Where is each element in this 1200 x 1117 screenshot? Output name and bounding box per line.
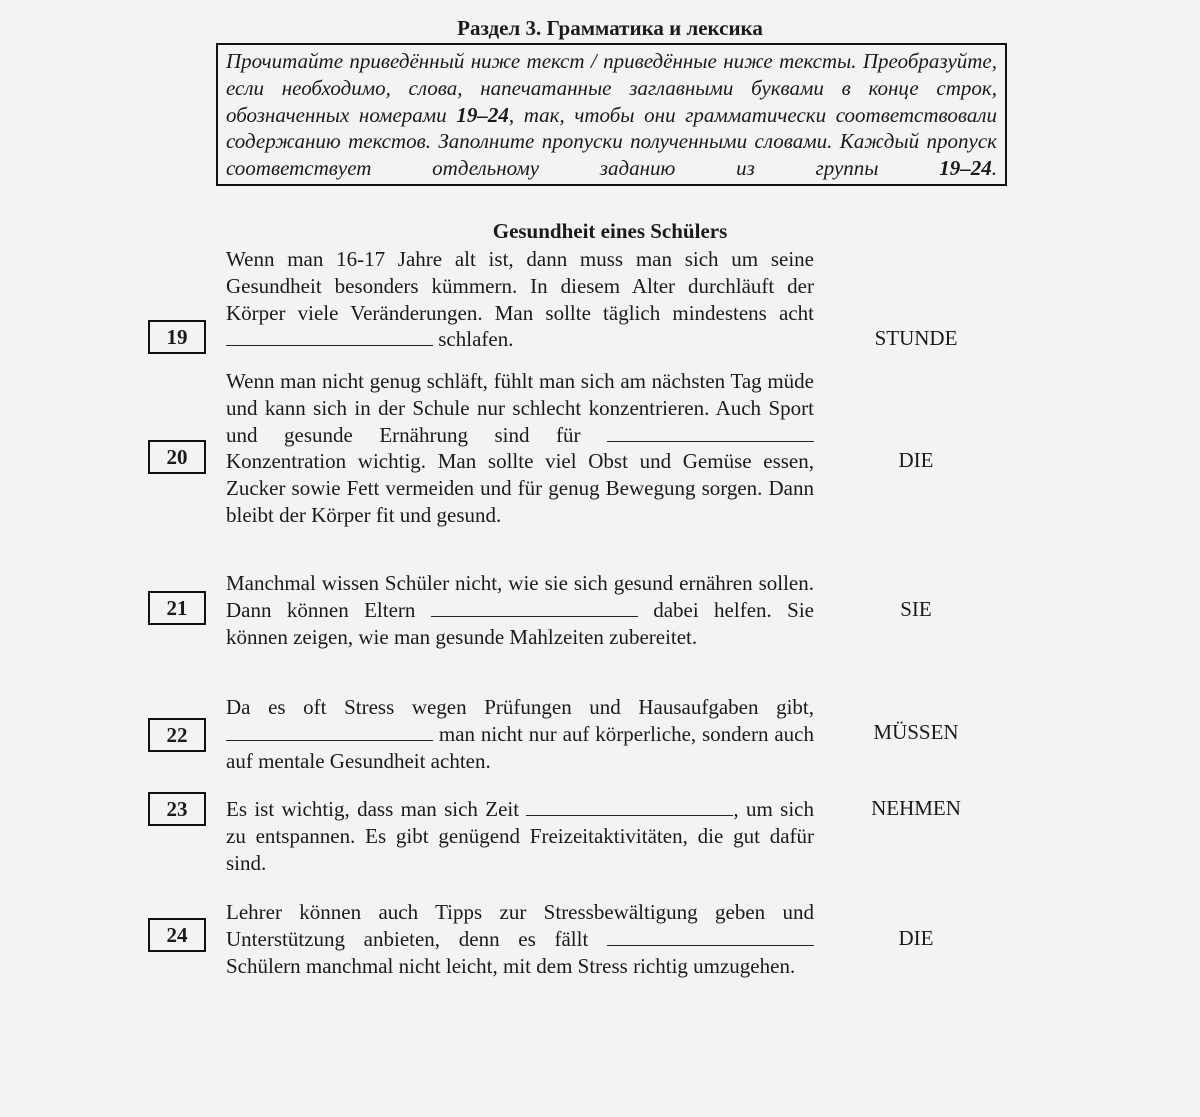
task-number: 23 xyxy=(148,792,206,826)
task-range: 19–24 xyxy=(456,102,509,127)
section-title: Раздел 3. Грамматика и лексика xyxy=(457,16,763,40)
task-number: 20 xyxy=(148,440,206,474)
paragraph-text: dabei helfen. Sie können zeigen, wie man gesunde Mahlzeiten zubereitet. xyxy=(226,597,814,649)
task-number: 22 xyxy=(148,718,206,752)
task-paragraph xyxy=(226,694,814,774)
task-number: 24 xyxy=(148,918,206,952)
paragraph-text: Da es oft Stress wegen Prüfungen und Hausaufgaben gibt, xyxy=(226,695,814,719)
paragraph-text: Lehrer können auch Tipps zur Stressbewältigung geben und Unterstützung anbieten, denn es fällt xyxy=(226,900,814,951)
paragraph-text: Wenn man nicht genug schläft, fühlt man sich am nächsten Tag müde und kann sich in der Schule nur schlecht konzentrieren. Auch Sport und gesunde Ernährung sind für xyxy=(226,369,814,447)
paragraph-text: Manchmal wissen Schüler nicht, wie sie sich gesund ernähren sollen. Dann können Eltern xyxy=(226,571,814,622)
task-paragraph xyxy=(226,368,814,529)
instructions-box xyxy=(216,43,1007,186)
answer-blank[interactable] xyxy=(607,423,814,442)
instructions-text: , так, чтобы они грамматически соответствовали содержанию текстов. Заполните пропуски полученными словами. Каждый пропуск соответствует отдельному заданию из группы xyxy=(226,102,997,181)
paragraph-text: Konzentration wichtig. Man sollte viel Obst und Gemüse essen, Zucker sowie Fett vermeiden und für genug Bewegung sorgen. Dann bleibt der Körper fit und gesund. xyxy=(226,449,814,527)
answer-blank[interactable] xyxy=(431,598,638,617)
paragraph-text: schlafen. xyxy=(433,327,514,352)
task-number: 19 xyxy=(148,320,206,354)
task-paragraph xyxy=(226,796,814,876)
paragraph-text: Schülern manchmal nicht leicht, mit dem Stress richtig umzugehen. xyxy=(226,953,796,978)
task-keyword: STUNDE xyxy=(874,326,958,350)
task-keyword: DIE xyxy=(898,448,934,472)
task-paragraph xyxy=(226,246,814,353)
answer-blank[interactable] xyxy=(226,327,433,346)
task-range: 19–24 xyxy=(939,156,992,181)
task-paragraph xyxy=(226,899,814,979)
instructions-text: . xyxy=(991,156,997,181)
task-number: 21 xyxy=(148,591,206,625)
paragraph-text: man nicht nur auf körperliche, sondern auch auf mentale Gesundheit achten. xyxy=(226,721,814,773)
answer-blank[interactable] xyxy=(607,927,814,946)
task-keyword: MÜSSEN xyxy=(873,720,959,744)
instructions-text: Прочитайте приведённый ниже текст / приведённые ниже тексты. Преобразуйте, если необходимо, слова, напечатанные заглавными буквами в конце строк, обозначенных номерами xyxy=(226,49,997,127)
answer-blank[interactable] xyxy=(226,722,433,741)
paragraph-text: Wenn man 16-17 Jahre alt ist, dann muss man sich um seine Gesundheit besonders kümmern. In diesem Alter durchläuft der Körper viele Veränderungen. Man sollte täglich mindestens acht xyxy=(226,247,814,325)
task-keyword: DIE xyxy=(898,926,934,950)
paragraph-text: , um sich zu entspannen. Es gibt genügend Freizeitaktivitäten, die gut dafür sind. xyxy=(226,797,814,875)
task-keyword: NEHMEN xyxy=(871,796,961,820)
task-keyword: SIE xyxy=(900,597,932,621)
paragraph-text: Es ist wichtig, dass man sich Zeit xyxy=(226,797,527,821)
task-paragraph xyxy=(226,570,814,650)
text-title: Gesundheit eines Schülers xyxy=(492,219,728,243)
answer-blank[interactable] xyxy=(526,797,733,816)
